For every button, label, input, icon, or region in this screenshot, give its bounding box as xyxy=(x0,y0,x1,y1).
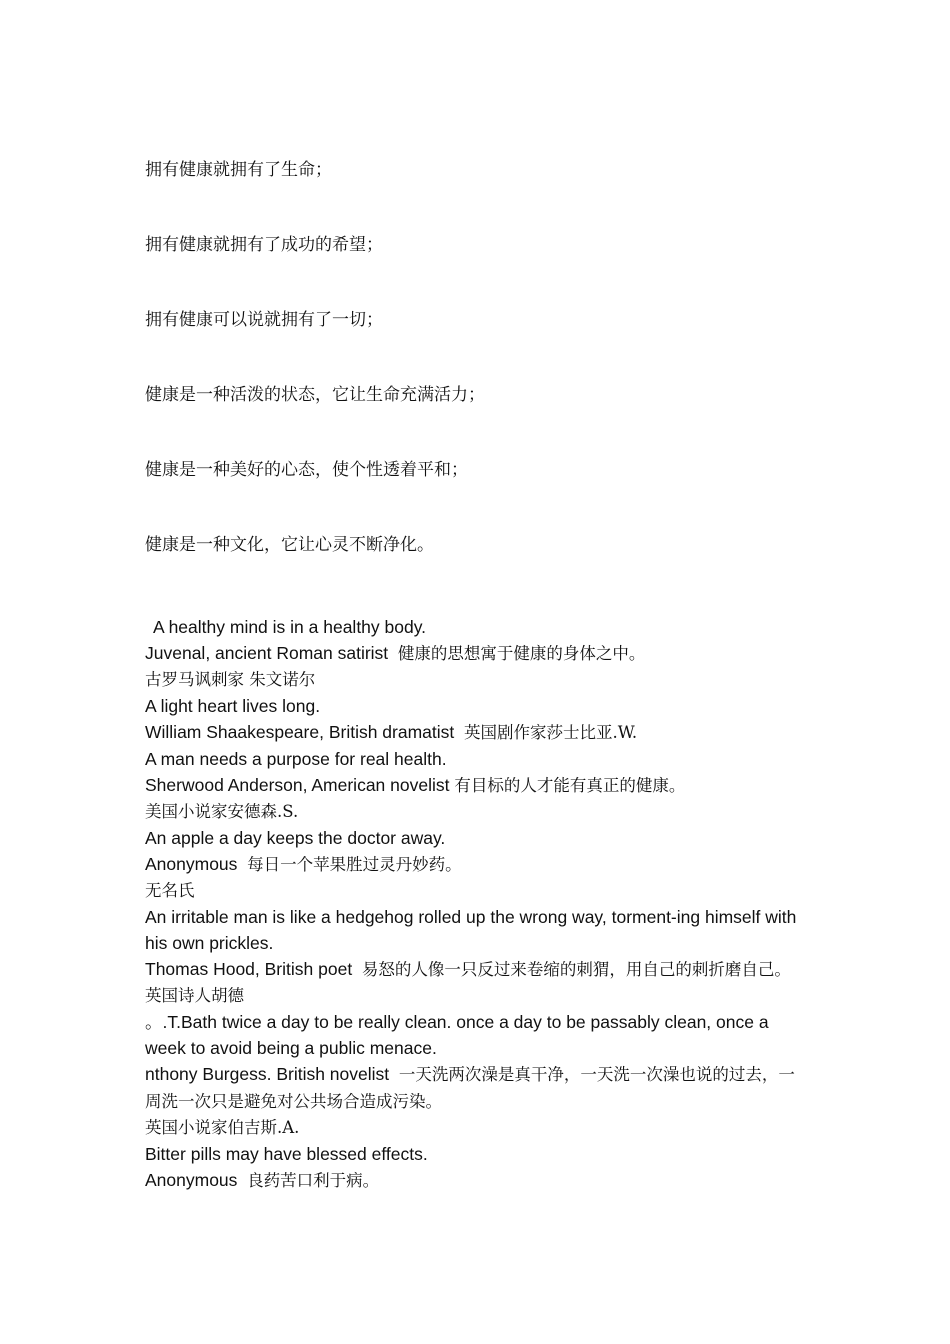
quote-author: Juvenal, ancient Roman satirist xyxy=(145,643,389,663)
quote-author: Anonymous xyxy=(145,1170,238,1190)
quote-translation: 一天洗两次澡是真干净，一天洗一次澡也说的过去，一周洗一次只是避免对公共场合造成污染。 xyxy=(145,1065,795,1111)
intro-line: 健康是一种文化，它让心灵不断净化。 xyxy=(145,535,434,555)
quote-text: Bitter pills may have blessed effects. xyxy=(145,1144,428,1164)
quote-author-cn: 无名氏 xyxy=(145,881,195,900)
quote-attribution xyxy=(145,1061,810,1115)
intro-line: 健康是一种美好的心态，使个性透着平和； xyxy=(145,460,468,480)
quote-translation: 有目标的人才能有真正的健康。 xyxy=(454,776,686,795)
quote-author: Thomas Hood, British poet xyxy=(145,959,353,979)
quote-text: A light heart lives long. xyxy=(145,696,321,716)
quote-author: Anonymous xyxy=(145,854,238,874)
quote-author-cn: 英国诗人胡德 xyxy=(145,986,244,1005)
intro-line: 拥有健康就拥有了成功的希望； xyxy=(145,235,383,255)
quote-attribution xyxy=(145,956,810,983)
quote-author: Sherwood Anderson, American novelist xyxy=(145,775,450,795)
quote-author: nthony Burgess. British novelist xyxy=(145,1064,390,1084)
quote-text: An irritable man is like a hedgehog rolled up the wrong way, torment-ing himself with his own prickles. xyxy=(145,907,797,953)
quote-author: William Shaakespeare, British dramatist xyxy=(145,722,455,742)
intro-line: 健康是一种活泼的状态，它让生命充满活力； xyxy=(145,385,485,405)
quote-text: An apple a day keeps the doctor away. xyxy=(145,828,446,848)
quote-author-cn: 美国小说家安德森.S. xyxy=(145,802,299,821)
quote-author-cn: 英国小说家伯吉斯.A. xyxy=(145,1118,300,1137)
quote-translation: 每日一个苹果胜过灵丹妙药。 xyxy=(247,855,462,874)
quote-attribution xyxy=(145,1167,810,1194)
quote-attribution xyxy=(145,640,810,667)
quotes-section xyxy=(145,614,810,1194)
quote-text: A healthy mind is in a healthy body. xyxy=(153,617,427,637)
quote-attribution xyxy=(145,772,810,799)
quote-text: A man needs a purpose for real health. xyxy=(145,749,447,769)
intro-line: 拥有健康可以说就拥有了一切； xyxy=(145,310,383,330)
quote-author-cn: 古罗马讽刺家 朱文诺尔 xyxy=(145,670,316,689)
quote-translation: 英国剧作家莎士比亚.W. xyxy=(464,723,638,742)
quote-attribution xyxy=(145,851,810,878)
quote-attribution xyxy=(145,719,810,746)
intro-line: 拥有健康就拥有了生命； xyxy=(145,160,332,180)
quote-text: 。.T.Bath twice a day to be really clean. once a day to be passably clean, once a week to avoid being a public menace. xyxy=(145,1012,769,1058)
quote-translation: 易怒的人像一只反过来卷缩的刺猬，用自己的刺折磨自己。 xyxy=(361,960,791,979)
quote-translation: 健康的思想寓于健康的身体之中。 xyxy=(397,644,646,663)
quote-translation: 良药苦口利于病。 xyxy=(247,1171,380,1190)
